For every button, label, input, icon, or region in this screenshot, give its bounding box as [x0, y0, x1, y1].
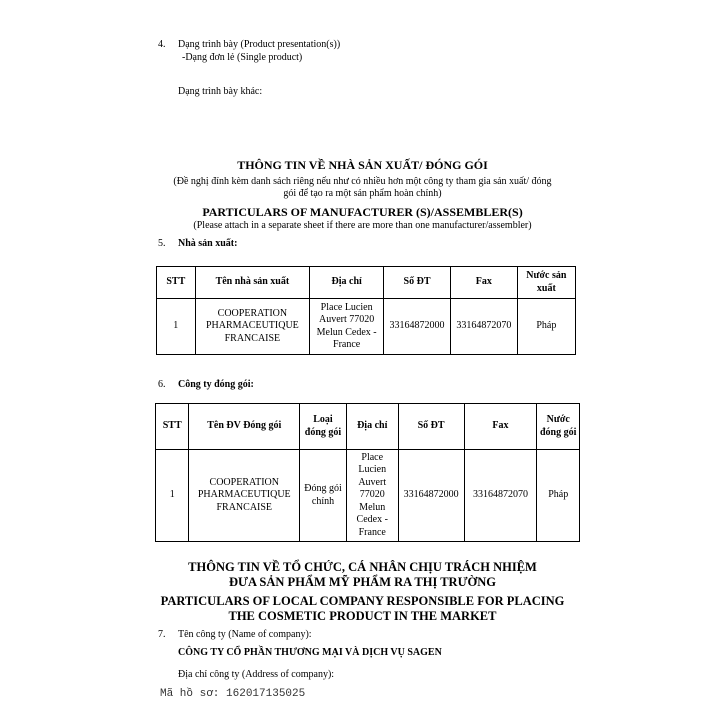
- cell-packager-name: COOPERATION PHARMACEUTIQUE FRANCAISE: [189, 450, 300, 542]
- header-address: Địa chỉ: [310, 267, 384, 299]
- header-country: Nước sản xuất: [517, 267, 575, 299]
- cell-address: Place Lucien Auvert 77020 Melun Cedex - France: [310, 299, 384, 355]
- company-name-label: Tên công ty (Name of company):: [178, 629, 312, 640]
- header-phone: Số ĐT: [398, 404, 464, 450]
- cell-stt: 1: [157, 299, 196, 355]
- cell-phone: 33164872000: [384, 299, 451, 355]
- header-manufacturer-name: Tên nhà sản xuất: [195, 267, 310, 299]
- cell-fax: 33164872070: [450, 299, 517, 355]
- section-6-title: Công ty đóng gói:: [178, 379, 254, 390]
- packager-table: [155, 403, 580, 542]
- section-7-label: 7.: [158, 629, 166, 640]
- section-4-label: 4.: [158, 39, 166, 50]
- cell-address: Place Lucien Auvert 77020 Melun Cedex - France: [346, 450, 398, 542]
- section-5-label: 5.: [158, 238, 166, 249]
- cell-phone: 33164872000: [398, 450, 464, 542]
- cell-stt: 1: [156, 450, 189, 542]
- manufacturer-en-note: (Please attach in a separate sheet if there are more than one manufacturer/assembler): [193, 220, 532, 231]
- section-6-label: 6.: [158, 379, 166, 390]
- header-address: Địa chỉ: [346, 404, 398, 450]
- local-company-en-line-2: THE COSMETIC PRODUCT IN THE MARKET: [228, 609, 497, 623]
- header-stt: STT: [156, 404, 189, 450]
- local-company-en-line-1: PARTICULARS OF LOCAL COMPANY RESPONSIBLE FOR PLACING: [160, 594, 565, 608]
- other-presentation-line: Dạng trình bày khác:: [178, 86, 263, 97]
- header-phone: Số ĐT: [384, 267, 451, 299]
- company-address-label: Địa chỉ công ty (Address of company):: [178, 669, 335, 680]
- table-row: [157, 299, 576, 355]
- local-company-vn-line-1: THÔNG TIN VỀ TỔ CHỨC, CÁ NHÂN CHỊU TRÁCH NHIỆM: [188, 560, 537, 574]
- manufacturer-en-title: PARTICULARS OF MANUFACTURER (S)/ASSEMBLER(S): [202, 205, 523, 219]
- cell-country: Pháp: [517, 299, 575, 355]
- cell-country: Pháp: [537, 450, 580, 542]
- header-packaging-type: Loại đóng gói: [300, 404, 347, 450]
- table-header-row: [156, 404, 580, 450]
- header-packager-name: Tên ĐV Đóng gói: [189, 404, 300, 450]
- header-country: Nước đóng gói: [537, 404, 580, 450]
- table-row: [156, 450, 580, 542]
- section-5-title: Nhà sản xuất:: [178, 238, 238, 249]
- single-product-line: -Dạng đơn lẻ (Single product): [182, 52, 303, 63]
- manufacturer-vn-note-2: gói để tạo ra một sản phẩm hoàn chỉnh): [283, 188, 442, 199]
- manufacturer-vn-note-1: (Đề nghị đính kèm danh sách riêng nếu như có nhiều hơn một công ty tham gia sản xuất/ đóng: [173, 176, 552, 187]
- local-company-vn-line-2: ĐƯA SẢN PHẨM MỸ PHẨM RA THỊ TRƯỜNG: [228, 575, 496, 589]
- header-stt: STT: [157, 267, 196, 299]
- manufacturer-table: [156, 266, 576, 355]
- cell-fax: 33164872070: [464, 450, 537, 542]
- header-fax: Fax: [450, 267, 517, 299]
- section-4-title: Dạng trình bày (Product presentation(s)): [178, 39, 341, 50]
- company-name-value: CÔNG TY CỔ PHẦN THƯƠNG MẠI VÀ DỊCH VỤ SAGEN: [178, 647, 442, 658]
- header-fax: Fax: [464, 404, 537, 450]
- manufacturer-vn-title: THÔNG TIN VỀ NHÀ SẢN XUẤT/ ĐÓNG GÓI: [237, 158, 488, 172]
- table-header-row: [157, 267, 576, 299]
- cell-manufacturer-name: COOPERATION PHARMACEUTIQUE FRANCAISE: [195, 299, 310, 355]
- file-code: Mã hồ sơ: 162017135025: [160, 688, 306, 700]
- cell-packaging-type: Đóng gói chính: [300, 450, 347, 542]
